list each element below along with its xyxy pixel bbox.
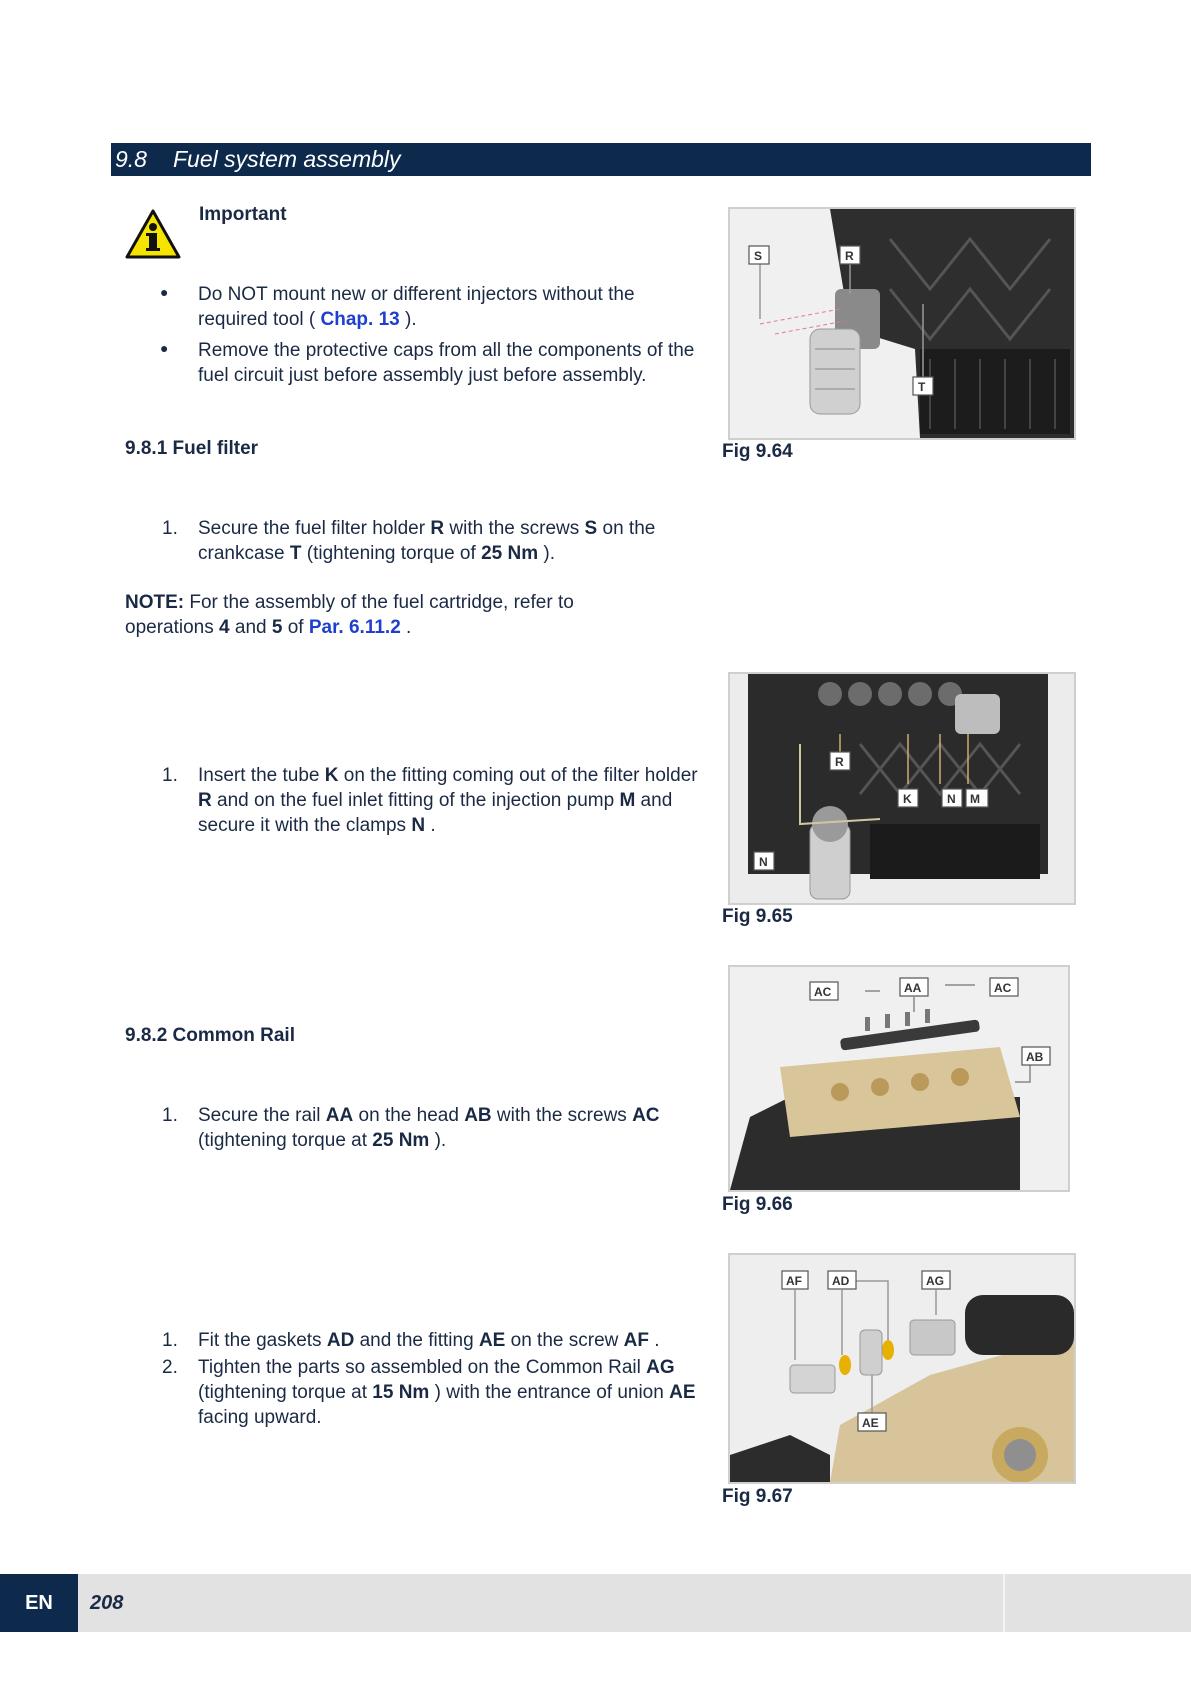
callout-label: [898, 789, 918, 807]
language-tag: EN: [0, 1574, 78, 1632]
text: and the fitting: [354, 1330, 479, 1351]
figure-9-67-image: [728, 1253, 1076, 1484]
callout-label: [828, 1271, 856, 1289]
figure-9-67-caption: Fig 9.67: [722, 1486, 793, 1507]
text: on the crankcase: [198, 518, 656, 564]
ref: R: [430, 518, 445, 539]
text: of: [282, 617, 309, 638]
text: (tightening torque of: [301, 543, 482, 564]
ref: AA: [325, 1105, 354, 1126]
ref: AC: [632, 1105, 660, 1126]
text: ).: [399, 309, 417, 330]
par-6-11-2-link[interactable]: Par. 6.11.2: [308, 617, 401, 638]
callout-label: [830, 752, 850, 770]
step-number: 1.: [162, 1105, 178, 1126]
callout-label: [810, 982, 838, 1000]
callout-label: [966, 789, 988, 807]
important-heading: Important: [199, 204, 287, 225]
label-af: AF: [786, 1274, 802, 1288]
ref: S: [584, 518, 598, 539]
callout-label: [782, 1271, 808, 1289]
text: Secure the fuel filter holder: [198, 518, 431, 539]
page-number: 208: [90, 1592, 124, 1614]
important-bullet-1: [198, 282, 698, 332]
ref: AF: [623, 1330, 649, 1351]
ref: 4: [219, 617, 230, 638]
step-number: 1.: [162, 765, 178, 786]
ref: 15 Nm: [372, 1382, 430, 1403]
fuel-filter-step-2: [198, 763, 708, 838]
ref: AE: [669, 1382, 696, 1403]
step-number: 2.: [162, 1357, 178, 1378]
label-ac: AC: [814, 985, 832, 999]
label-n-2: N: [759, 855, 768, 869]
label-ae: AE: [862, 1416, 879, 1430]
ref: K: [324, 765, 339, 786]
text: with the screws: [491, 1105, 633, 1126]
text: ).: [538, 543, 555, 564]
ref: 5: [271, 617, 283, 638]
label-r: R: [845, 249, 854, 263]
callout-label: [840, 246, 860, 264]
step-number: 1.: [162, 518, 178, 539]
text: ) with the entrance of union: [429, 1382, 670, 1403]
section-title: Fuel system assembly: [173, 146, 401, 172]
bullet-dot: ●: [160, 284, 169, 300]
label-aa: AA: [904, 981, 922, 995]
warning-info-icon: [124, 208, 182, 260]
text: facing upward.: [198, 1407, 322, 1428]
chap-13-link[interactable]: Chap. 13: [320, 309, 400, 330]
ref: AE: [478, 1330, 506, 1351]
text: and: [229, 617, 272, 638]
callout-label: [922, 1271, 950, 1289]
callout-label: [900, 978, 928, 996]
text: ).: [429, 1130, 447, 1151]
callout-label: [990, 978, 1018, 996]
label-k: K: [903, 792, 912, 806]
text: .: [400, 617, 412, 638]
label-m: M: [970, 792, 980, 806]
section-header: [111, 143, 1091, 176]
step-number: 1.: [162, 1330, 178, 1351]
label-t: T: [918, 380, 926, 394]
subsection-heading-common-rail: 9.8.2 Common Rail: [125, 1025, 295, 1046]
callout-label: [754, 852, 774, 870]
label-ac-2: AC: [994, 981, 1012, 995]
figure-9-65-image: [728, 672, 1076, 905]
ref: AG: [646, 1357, 675, 1378]
note-paragraph: [125, 590, 655, 640]
label-ag: AG: [926, 1274, 944, 1288]
text: (tightening torque at: [198, 1382, 373, 1403]
ref: 25 Nm: [481, 543, 539, 564]
section-number: 9.8: [115, 146, 147, 172]
text: .: [648, 1330, 660, 1351]
callout-label: [942, 789, 962, 807]
text: (tightening torque at: [198, 1130, 373, 1151]
ref: M: [619, 790, 636, 811]
label-s: S: [754, 249, 763, 263]
text: with the screws: [444, 518, 585, 539]
callout-label: [1022, 1047, 1050, 1065]
text: Do NOT mount new or different injectors without the required tool (: [198, 284, 635, 330]
note-label: NOTE:: [125, 592, 185, 613]
text: Tighten the parts so assembled on the Common Rail: [198, 1357, 647, 1378]
label-r: R: [835, 755, 844, 769]
figure-9-66-caption: Fig 9.66: [722, 1194, 793, 1215]
text: on the head: [353, 1105, 465, 1126]
footer-divider: [1003, 1574, 1005, 1632]
ref: N: [411, 815, 426, 836]
text: For the assembly of the fuel cartridge, refer to operations: [125, 592, 574, 638]
callout-label: [749, 246, 769, 264]
figure-9-64-image: [728, 207, 1076, 440]
page-footer: [0, 1574, 1191, 1632]
fuel-filter-step-1: [198, 516, 698, 566]
text: Fit the gaskets: [198, 1330, 327, 1351]
text: and on the fuel inlet fitting of the injection pump: [211, 790, 620, 811]
text: on the fitting coming out of the filter holder: [338, 765, 698, 786]
important-bullet-2: Remove the protective caps from all the components of the fuel circuit just before assembly just before assembly.: [198, 340, 695, 386]
ref: AB: [464, 1105, 492, 1126]
common-rail-step-1: [198, 1103, 698, 1153]
common-rail-step-3: [198, 1355, 698, 1430]
label-ad: AD: [832, 1274, 850, 1288]
figure-9-64-caption: Fig 9.64: [722, 441, 793, 462]
figure-9-66-image: [728, 965, 1070, 1192]
text: on the screw: [505, 1330, 624, 1351]
label-ab: AB: [1026, 1050, 1044, 1064]
text: Insert the tube: [198, 765, 325, 786]
figure-9-65-caption: Fig 9.65: [722, 906, 793, 927]
ref: 25 Nm: [372, 1130, 430, 1151]
callout-label: [858, 1413, 886, 1431]
text: Secure the rail: [198, 1105, 326, 1126]
ref: R: [198, 790, 212, 811]
text: .: [425, 815, 436, 836]
label-n: N: [947, 792, 956, 806]
subsection-heading-fuel-filter: 9.8.1 Fuel filter: [125, 438, 259, 459]
callout-label: [913, 377, 933, 395]
text: and secure it with the clamps: [198, 790, 673, 836]
common-rail-step-2: [198, 1328, 698, 1353]
ref: T: [289, 543, 302, 564]
ref: AD: [326, 1330, 355, 1351]
bullet-dot: ●: [160, 340, 169, 356]
